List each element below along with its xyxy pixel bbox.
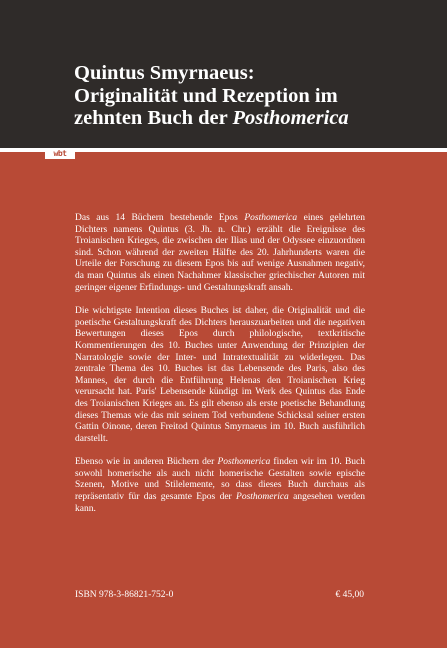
italic-run: Posthomerica (244, 213, 298, 223)
title-line-2: Originalität und Rezeption im (74, 84, 338, 107)
publisher-logo: wbt (45, 149, 75, 159)
italic-run: Posthomerica (217, 457, 271, 468)
title-line-3-prefix: zehnten Buch der (74, 107, 233, 129)
title-line-1: Quintus Smyrnaeus: (74, 62, 255, 84)
price: € 45,00 (335, 590, 364, 600)
blurb-paragraph-3 (75, 457, 365, 515)
top-band (0, 0, 447, 152)
title-line-3 (74, 107, 434, 130)
book-title (74, 62, 434, 130)
title-line-3-italic: Posthomerica (232, 107, 349, 129)
text-run: eines gelehrten Dichters namens Quintus (3. Jh. n. Chr.) erzählt die Ereignisse des Troianischen Krieges, die zwischen der Ilias und der Odyssee einzuordnen sind. Schon während der zweiten Hälfte des 20. Jahrhunderts waren die Urteile der Forschung zu diesem Epos bis auf wenige Ausnahmen negativ, da man Quintus als einen Nachahmer klassischer griechischer Autoren mit geringer eigener Erfindungs- und Gestaltungskraft ansah. (75, 213, 365, 293)
blurb-paragraph-1 (75, 213, 365, 294)
italic-run: Posthomerica (236, 492, 289, 503)
isbn: ISBN 978-3-86821-752-0 (75, 590, 174, 600)
text-run: Ebenso wie in anderen Büchern der (75, 457, 218, 468)
text-run: Das aus 14 Büchern bestehende Epos (75, 213, 245, 223)
text-run: angesehen werden kann. (75, 492, 365, 514)
blurb-paragraph-2 (75, 306, 365, 445)
text-run: Die wichtigste Intention dieses Buches ist daher, die Originalität und die poetische Gestaltungskraft des Dichters herauszuarbeiten und die negativen Bewertungen dieses Epos durch philologische, textkritische Kommentierungen des 10. Buches unter Anwendung der Prinzipien der Narratologie sowie der Inter- und Intratextualität zu widerlegen. Das zentrale Thema des 10. Buches ist das Lebensende des Paris, also des Mannes, der durch die Entführung Helenas den Troianischen Krieg verursacht hat. Paris' Lebensende kündigt im Werk des Quintus das Ende des Troianischen Krieges an. Es gilt ebenso als erste poetische Behandlung dieses Themas wie das mit seinem Tod verbundene Schicksal seiner ersten Gattin Oinone, deren Freitod Quintus Smyrnaeus im 10. Buch ausführlich darstellt. (75, 306, 365, 444)
text-run: finden wir im 10. Buch sowohl homerische als auch nicht homerische Gestalten sowie epische Szenen, Motive und Stilelemente, so dass dieses Buch durchaus als repräsentativ für das gesamte Epos der (75, 457, 366, 503)
blurb-text (75, 213, 365, 515)
